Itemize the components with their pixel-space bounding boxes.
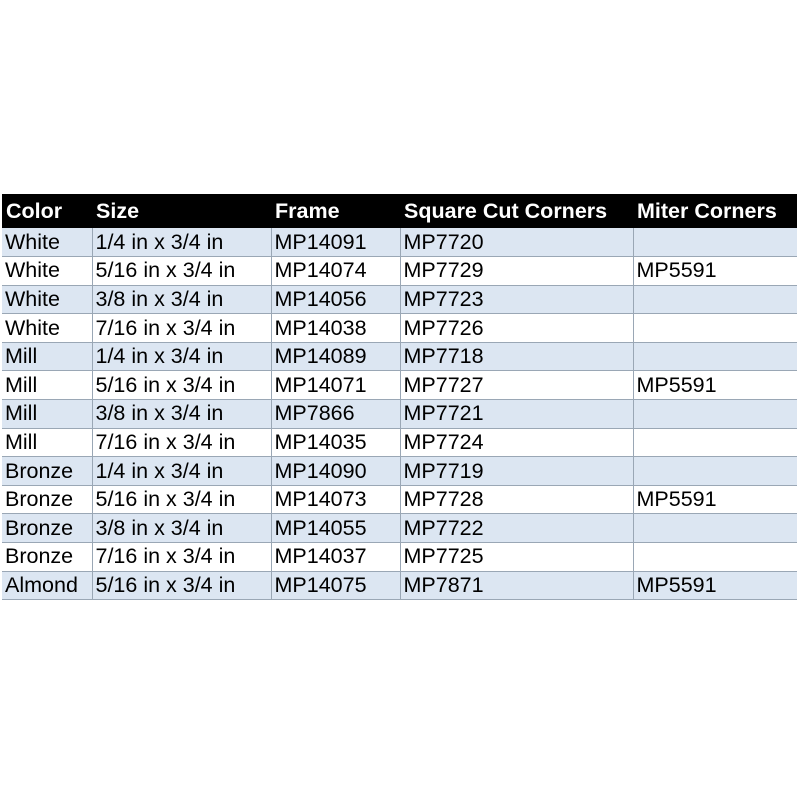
cell-color: Mill: [2, 342, 92, 371]
cell-square-cut-corners: MP7871: [400, 571, 633, 600]
cell-frame: MP14071: [271, 371, 400, 400]
cell-color: White: [2, 285, 92, 314]
cell-frame: MP14074: [271, 257, 400, 286]
table-row: [2, 285, 797, 314]
cell-square-cut-corners: MP7725: [400, 543, 633, 572]
cell-miter-corners: MP5591: [633, 371, 797, 400]
cell-square-cut-corners: MP7721: [400, 400, 633, 429]
table-row: [2, 342, 797, 371]
cell-size: 5/16 in x 3/4 in: [92, 257, 271, 286]
cell-frame: MP14089: [271, 342, 400, 371]
cell-frame: MP7866: [271, 400, 400, 429]
table-body: [2, 228, 797, 600]
header-row: [2, 194, 797, 228]
cell-size: 1/4 in x 3/4 in: [92, 457, 271, 486]
cell-miter-corners: [633, 428, 797, 457]
table-row: [2, 571, 797, 600]
cell-color: Bronze: [2, 543, 92, 572]
cell-square-cut-corners: MP7720: [400, 228, 633, 257]
cell-miter-corners: [633, 400, 797, 429]
cell-frame: MP14073: [271, 485, 400, 514]
cell-color: Almond: [2, 571, 92, 600]
cell-color: Mill: [2, 371, 92, 400]
cell-size: 3/8 in x 3/4 in: [92, 514, 271, 543]
cell-size: 1/4 in x 3/4 in: [92, 342, 271, 371]
cell-miter-corners: [633, 342, 797, 371]
cell-square-cut-corners: MP7723: [400, 285, 633, 314]
cell-size: 7/16 in x 3/4 in: [92, 543, 271, 572]
cell-frame: MP14037: [271, 543, 400, 572]
cell-frame: MP14055: [271, 514, 400, 543]
cell-miter-corners: [633, 314, 797, 343]
table-row: [2, 428, 797, 457]
cell-size: 7/16 in x 3/4 in: [92, 428, 271, 457]
cell-square-cut-corners: MP7729: [400, 257, 633, 286]
table-row: [2, 257, 797, 286]
cell-miter-corners: [633, 457, 797, 486]
cell-size: 7/16 in x 3/4 in: [92, 314, 271, 343]
cell-color: Mill: [2, 400, 92, 429]
table-header: [2, 194, 797, 228]
cell-frame: MP14090: [271, 457, 400, 486]
cell-miter-corners: MP5591: [633, 485, 797, 514]
cell-frame: MP14075: [271, 571, 400, 600]
cell-size: 3/8 in x 3/4 in: [92, 285, 271, 314]
cell-miter-corners: MP5591: [633, 257, 797, 286]
cell-frame: MP14056: [271, 285, 400, 314]
cell-color: Bronze: [2, 485, 92, 514]
cell-square-cut-corners: MP7719: [400, 457, 633, 486]
header-miter-corners: Miter Corners: [637, 198, 777, 223]
table-row: [2, 371, 797, 400]
cell-frame: MP14091: [271, 228, 400, 257]
cell-square-cut-corners: MP7718: [400, 342, 633, 371]
cell-miter-corners: MP5591: [633, 571, 797, 600]
table-row: [2, 400, 797, 429]
table-row: [2, 457, 797, 486]
cell-size: 5/16 in x 3/4 in: [92, 571, 271, 600]
header-square-cut-corners: Square Cut Corners: [404, 198, 608, 223]
cell-color: Mill: [2, 428, 92, 457]
cell-miter-corners: [633, 514, 797, 543]
cell-size: 5/16 in x 3/4 in: [92, 485, 271, 514]
cell-size: 1/4 in x 3/4 in: [92, 228, 271, 257]
cell-color: White: [2, 314, 92, 343]
cell-frame: MP14035: [271, 428, 400, 457]
cell-color: Bronze: [2, 514, 92, 543]
cell-square-cut-corners: MP7726: [400, 314, 633, 343]
table-row: [2, 543, 797, 572]
header-color: Color: [6, 198, 63, 223]
cell-miter-corners: [633, 285, 797, 314]
cell-square-cut-corners: MP7727: [400, 371, 633, 400]
header-frame: Frame: [275, 198, 340, 223]
cell-frame: MP14038: [271, 314, 400, 343]
cell-miter-corners: [633, 228, 797, 257]
table-row: [2, 485, 797, 514]
cell-square-cut-corners: MP7728: [400, 485, 633, 514]
cell-color: White: [2, 257, 92, 286]
header-size: Size: [96, 198, 140, 223]
table-row: [2, 314, 797, 343]
cell-miter-corners: [633, 543, 797, 572]
cell-square-cut-corners: MP7724: [400, 428, 633, 457]
cell-size: 3/8 in x 3/4 in: [92, 400, 271, 429]
table-row: [2, 514, 797, 543]
cell-color: Bronze: [2, 457, 92, 486]
cell-color: White: [2, 228, 92, 257]
cell-size: 5/16 in x 3/4 in: [92, 371, 271, 400]
cell-square-cut-corners: MP7722: [400, 514, 633, 543]
table-row: [2, 228, 797, 257]
parts-table: [2, 194, 797, 600]
